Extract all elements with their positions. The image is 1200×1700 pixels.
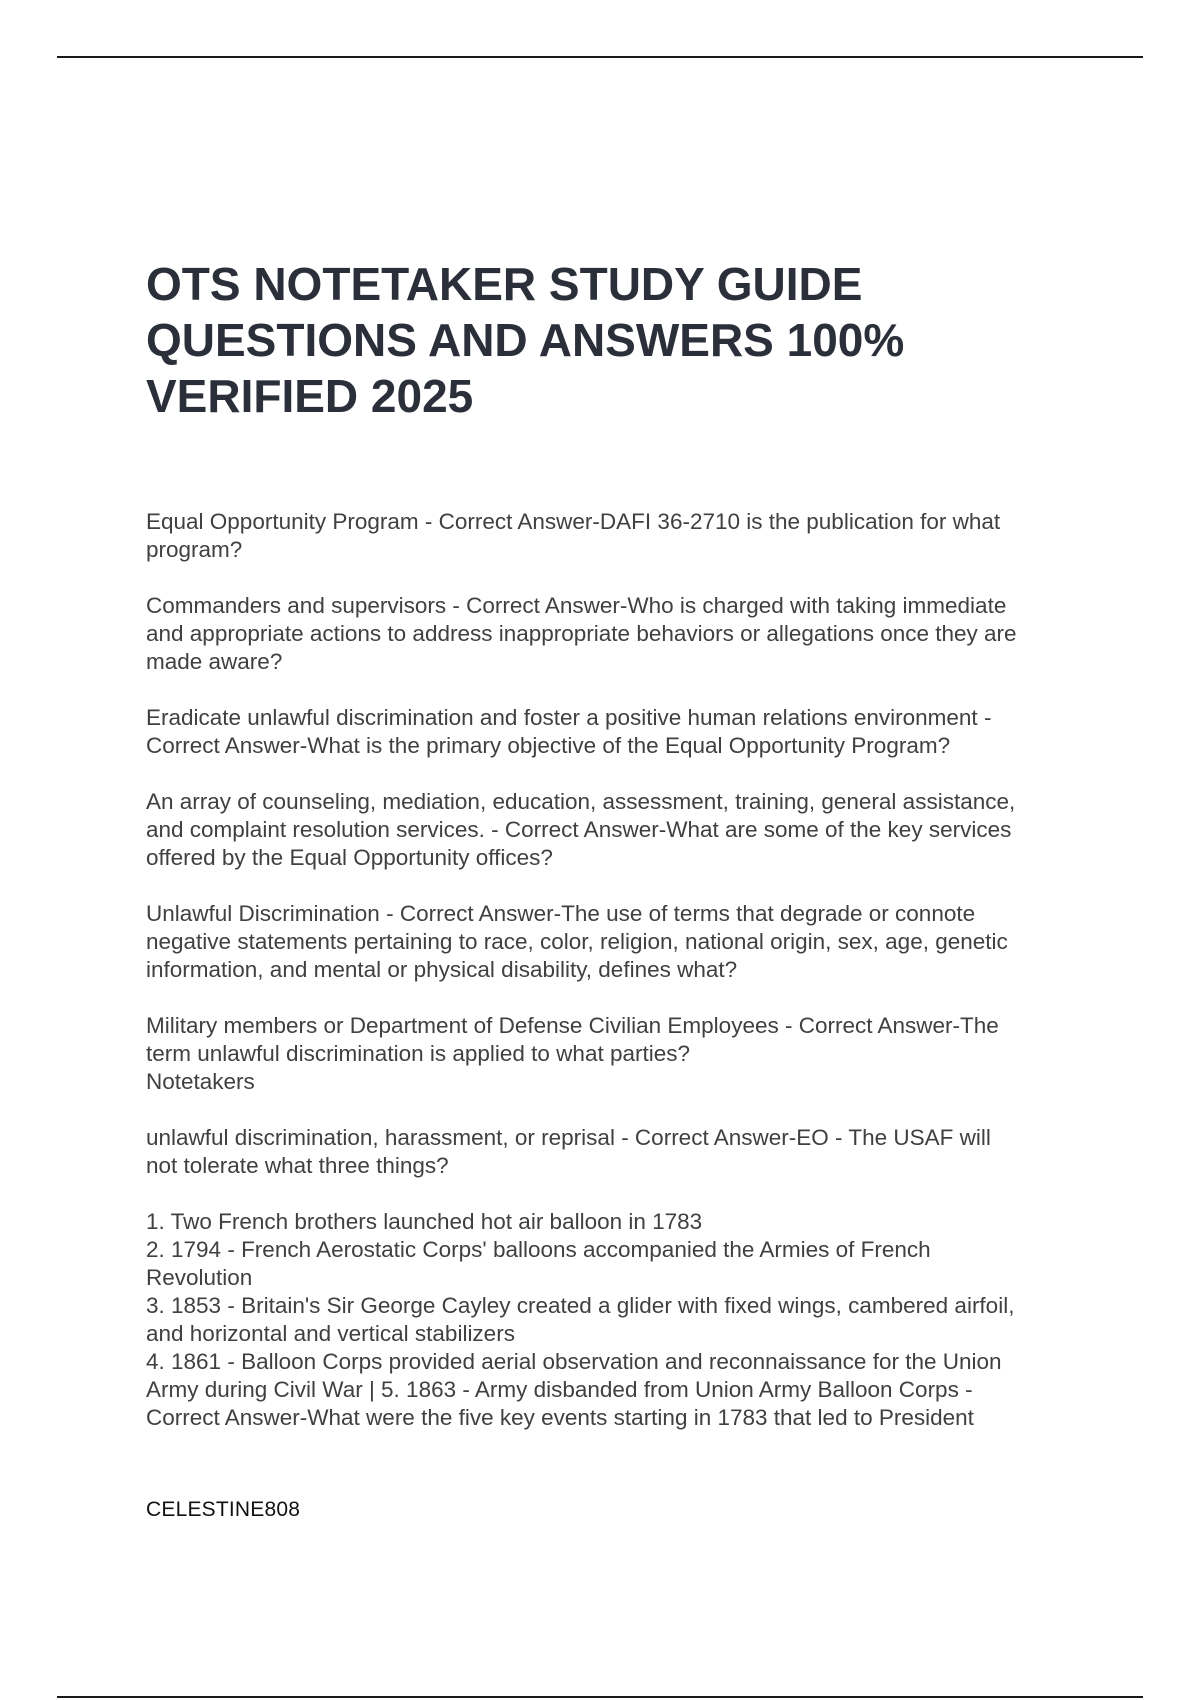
qa-line: 2. 1794 - French Aerostatic Corps' balloons accompanied the Armies of French — [146, 1237, 931, 1262]
qa-list — [146, 508, 1096, 1460]
qa-line: 4. 1861 - Balloon Corps provided aerial observation and reconnaissance for the Union — [146, 1349, 1002, 1374]
qa-entry — [146, 900, 1096, 984]
qa-line: Unlawful Discrimination - Correct Answer-The use of terms that degrade or connote — [146, 901, 976, 926]
page-footer-author: CELESTINE808 — [146, 1498, 301, 1521]
qa-line: program? — [146, 537, 243, 562]
qa-line: Army during Civil War | 5. 1863 - Army disbanded from Union Army Balloon Corps - — [146, 1377, 973, 1402]
qa-line: term unlawful discrimination is applied to what parties? — [146, 1041, 691, 1066]
qa-line: Correct Answer-What were the five key events starting in 1783 that led to President — [146, 1405, 974, 1430]
qa-line: Revolution — [146, 1265, 253, 1290]
qa-line: and appropriate actions to address inappropriate behaviors or allegations once they are — [146, 621, 1017, 646]
qa-line: information, and mental or physical disability, defines what? — [146, 957, 738, 982]
qa-line: negative statements pertaining to race, color, religion, national origin, sex, age, genetic — [146, 929, 1008, 954]
qa-entry — [146, 1012, 1096, 1096]
document-title — [146, 256, 1106, 424]
qa-line: offered by the Equal Opportunity offices? — [146, 845, 553, 870]
bottom-rule — [57, 1696, 1143, 1698]
qa-line: Notetakers — [146, 1069, 255, 1094]
qa-line: Eradicate unlawful discrimination and foster a positive human relations environment - — [146, 705, 992, 730]
title-line: VERIFIED 2025 — [146, 370, 474, 422]
qa-line: unlawful discrimination, harassment, or reprisal - Correct Answer-EO - The USAF will — [146, 1125, 991, 1150]
qa-line: and complaint resolution services. - Correct Answer-What are some of the key services — [146, 817, 1012, 842]
qa-line: not tolerate what three things? — [146, 1153, 449, 1178]
qa-line: made aware? — [146, 649, 283, 674]
qa-line: Military members or Department of Defense Civilian Employees - Correct Answer-The — [146, 1013, 999, 1038]
qa-line: Equal Opportunity Program - Correct Answer-DAFI 36-2710 is the publication for what — [146, 509, 1001, 534]
qa-entry — [146, 508, 1096, 564]
top-rule — [57, 56, 1143, 58]
qa-line: Commanders and supervisors - Correct Answer-Who is charged with taking immediate — [146, 593, 1007, 618]
qa-line: Correct Answer-What is the primary objective of the Equal Opportunity Program? — [146, 733, 951, 758]
qa-line: 3. 1853 - Britain's Sir George Cayley created a glider with fixed wings, cambered airfoil, — [146, 1293, 1015, 1318]
qa-entry — [146, 1124, 1096, 1180]
qa-entry — [146, 788, 1096, 872]
qa-line: and horizontal and vertical stabilizers — [146, 1321, 515, 1346]
qa-entry — [146, 704, 1096, 760]
title-line: OTS NOTETAKER STUDY GUIDE — [146, 258, 863, 310]
qa-line: An array of counseling, mediation, education, assessment, training, general assistance, — [146, 789, 1016, 814]
qa-entry — [146, 1208, 1096, 1432]
qa-entry — [146, 592, 1096, 676]
title-line: QUESTIONS AND ANSWERS 100% — [146, 314, 905, 366]
qa-line: 1. Two French brothers launched hot air balloon in 1783 — [146, 1209, 703, 1234]
